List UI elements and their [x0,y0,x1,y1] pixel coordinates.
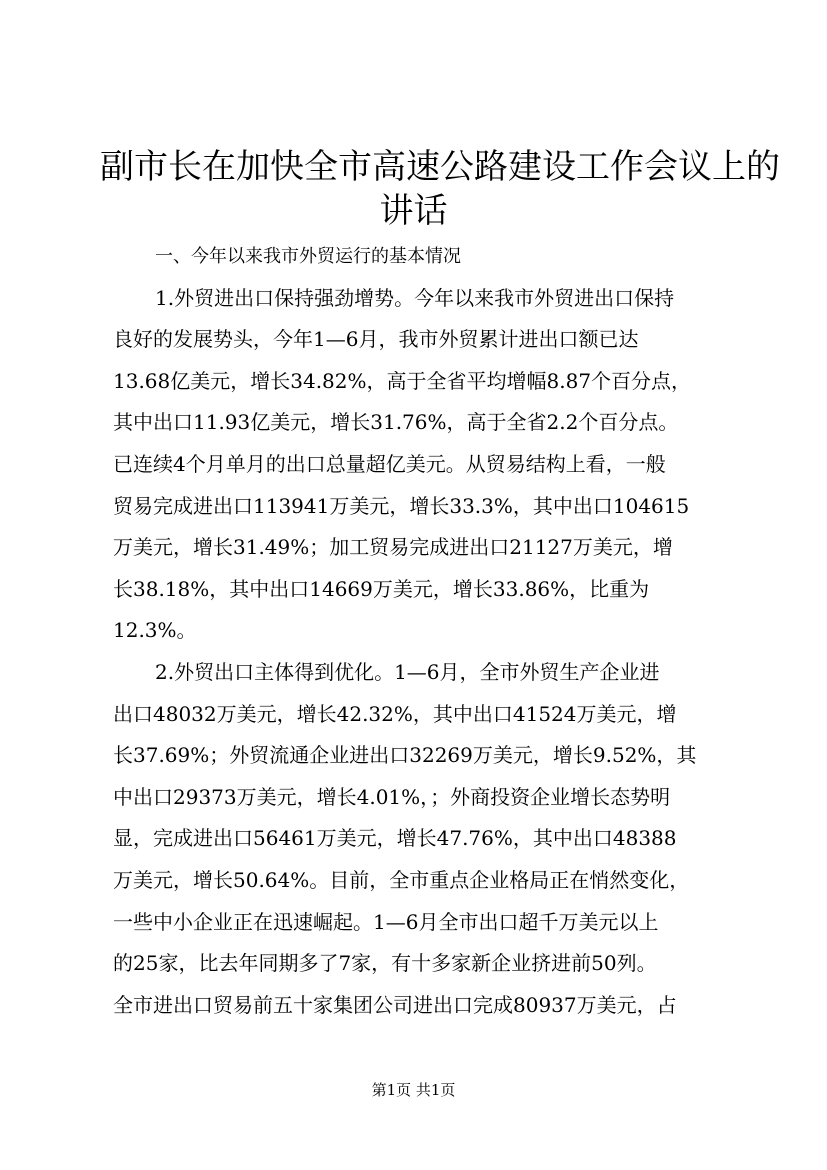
paragraph-line: 显，完成进出口56461万美元，增长47.76%，其中出口48388 [113,826,677,851]
title-line-2: 讲话 [379,191,448,231]
paragraph-line: 一些中小企业正在迅速崛起。1—6月全市出口超千万美元以上 [113,909,659,934]
paragraph-line: 已连续4个月单月的出口总量超亿美元。从贸易结构上看，一般 [113,451,666,476]
paragraph-line: 中出口29373万美元，增长4.01%，；外商投资企业增长态势明 [113,784,671,809]
document-title [100,145,780,233]
paragraph-line: 12.3%。 [113,618,197,643]
document-body [113,236,733,1026]
paragraph-line: 长37.69%；外贸流通企业进出口32269万美元，增长9.52%，其 [113,743,697,768]
paragraph-line: 贸易完成进出口113941万美元，增长33.3%，其中出口104615 [113,493,690,518]
paragraph-line: 出口48032万美元，增长42.32%，其中出口41524万美元，增 [113,701,677,726]
paragraph-2 [113,652,733,1026]
paragraph-line: 万美元，增长50.64%。目前，全市重点企业格局正在悄然变化， [113,867,690,892]
page-footer: 第1页 共1页 [371,1081,456,1099]
title-line-1: 副市长在加快全市高速公路建设工作会议上的 [100,147,780,187]
paragraph-line: 1.外贸进出口保持强劲增势。今年以来我市外贸进出口保持 [155,285,675,310]
section-heading: 一、今年以来我市外贸运行的基本情况 [155,246,461,267]
paragraph-line: 万美元，增长31.49%；加工贸易完成进出口21127万美元，增 [113,535,673,560]
paragraph-line: 其中出口11.93亿美元，增长31.76%，高于全省2.2个百分点。 [113,410,679,435]
paragraph-line: 13.68亿美元，增长34.82%，高于全省平均增幅8.87个百分点， [113,368,692,393]
paragraph-line: 2.外贸出口主体得到优化。1—6月，全市外贸生产企业进 [155,659,660,684]
paragraph-line: 的25家，比去年同期多了7家，有十多家新企业挤进前50列。 [113,951,657,976]
paragraph-line: 良好的发展势头，今年1—6月，我市外贸累计进出口额已达 [113,327,639,352]
paragraph-line: 长38.18%，其中出口14669万美元，增长33.86%，比重为 [113,576,650,601]
paragraph-line: 全市进出口贸易前五十家集团公司进出口完成80937万美元，占 [113,992,677,1017]
paragraph-1 [113,278,733,652]
